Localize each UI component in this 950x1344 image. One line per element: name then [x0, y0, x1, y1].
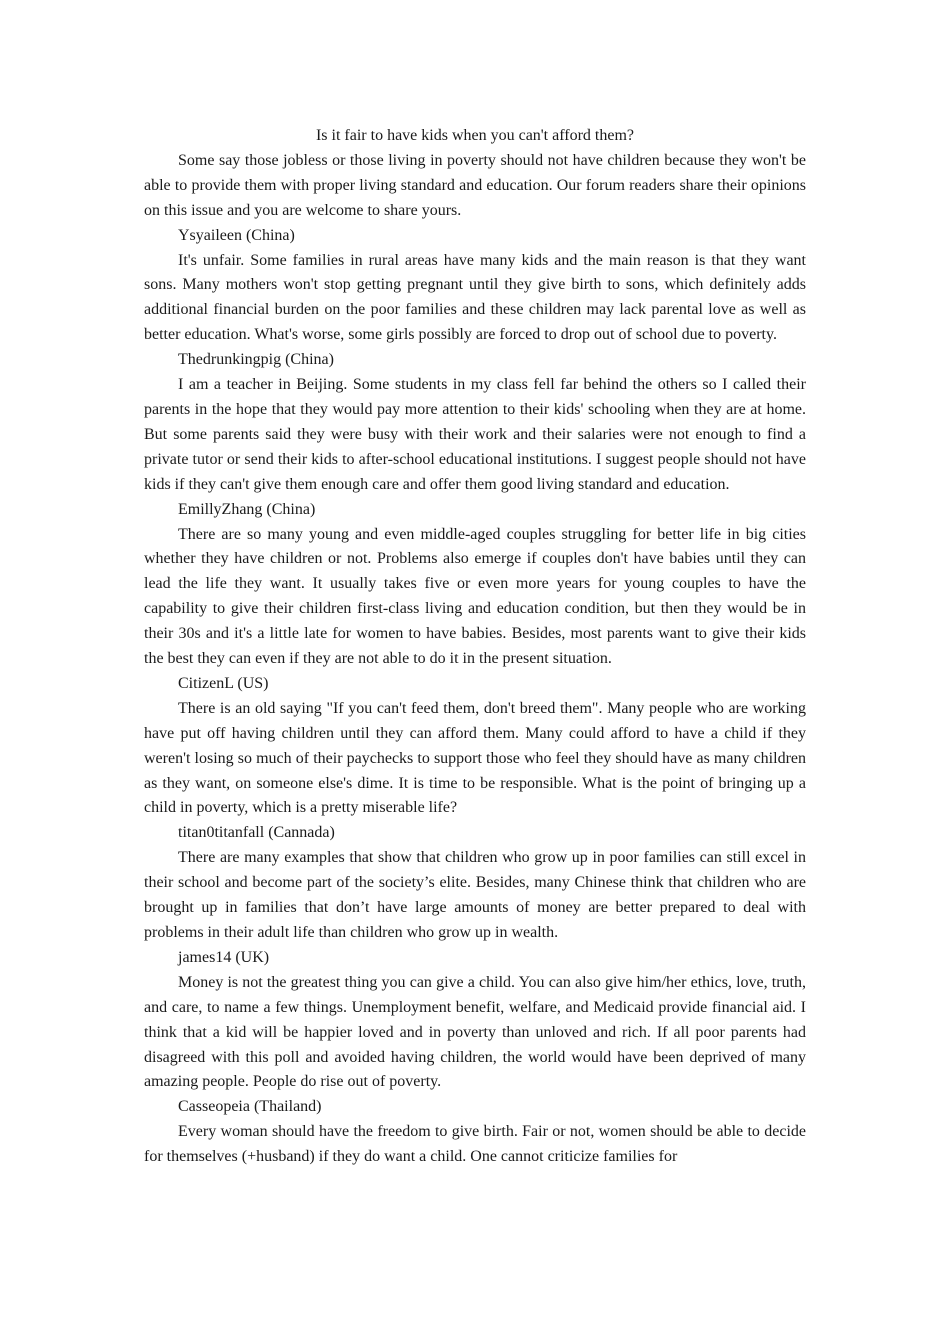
post-text: I am a teacher in Beijing. Some students in my class fell far behind the others so I called their parents in the hope that they would pay more attention to their kids' schooling when they are at home. But some parents said they were busy with their work and their salaries were not enough to find a private tutor or send their kids to after-school educational institutions. I suggest people should not have kids if they can't give them enough care and offer them good living standard and education.: [144, 376, 806, 493]
post-text: There are many examples that show that children who grow up in poor families can still excel in their school and become part of the society’s elite. Besides, many Chinese think that children who are brought up in families that don’t have large amounts of money are better prepared to deal with problems in their adult life than children who grow up in wealth.: [144, 849, 806, 941]
post-text: There are so many young and even middle-aged couples struggling for better life in big cities whether they have children or not. Problems also emerge if couples don't have babies until they can lead the life they want. It usually takes five or even more years for young couples to have the capability to give their children first-class living and education condition, but then they would be in their 30s and it's a little late for women to have babies. Besides, most parents want to give their kids the best they can even if they are not able to do it in the present situation.: [144, 525, 806, 668]
post-author: Thedrunkingpig (China): [178, 351, 334, 369]
post-author: Ysyaileen (China): [178, 226, 295, 244]
intro-paragraph: Some say those jobless or those living in poverty should not have children because they won't be able to provide them with proper living standard and education. Our forum readers share their opinions on this issue and you are welcome to share yours.: [144, 151, 806, 219]
post-text: Every woman should have the freedom to give birth. Fair or not, women should be able to decide for themselves (+husband) if they do want a child. One cannot criticize families for: [144, 1123, 806, 1166]
post-text: It's unfair. Some families in rural areas have many kids and the main reason is that they want sons. Many mothers won't stop getting pregnant until they give birth to sons, which definitely adds additional financial burden on the poor families and these children may lack parental love as well as better education. What's worse, some girls possibly are forced to drop out of school due to poverty.: [144, 251, 806, 344]
post-text: Money is not the greatest thing you can give a child. You can also give him/her ethics, love, truth, and care, to name a few things. Unemployment benefit, welfare, and Medicaid provide financial aid. I think that a kid will be happier loved and in poverty than unloved and rich. If all poor parents had disagreed with this poll and avoided having children, the world would have been deprived of many amazing people. People do rise out of poverty.: [144, 973, 806, 1091]
post-author: CitizenL (US): [178, 674, 269, 692]
document-title: Is it fair to have kids when you can't afford them?: [315, 127, 635, 144]
post-author: titan0titanfall (Cannada): [178, 824, 335, 842]
post-text: There is an old saying "If you can't feed them, don't breed them". Many people who are working have put off having children until they can afford them. Many could afford to have a child if they weren't losing so much of their paychecks to support those who feel they should have as many children as they want, on someone else's dime. It is time to be responsible. What is the point of bringing up a child in poverty, which is a pretty miserable life?: [144, 699, 806, 817]
document-page: [144, 124, 806, 1170]
post-author: Casseopeia (Thailand): [178, 1098, 322, 1116]
post-author: EmillyZhang (China): [178, 500, 316, 518]
post-author: james14 (UK): [178, 948, 270, 966]
